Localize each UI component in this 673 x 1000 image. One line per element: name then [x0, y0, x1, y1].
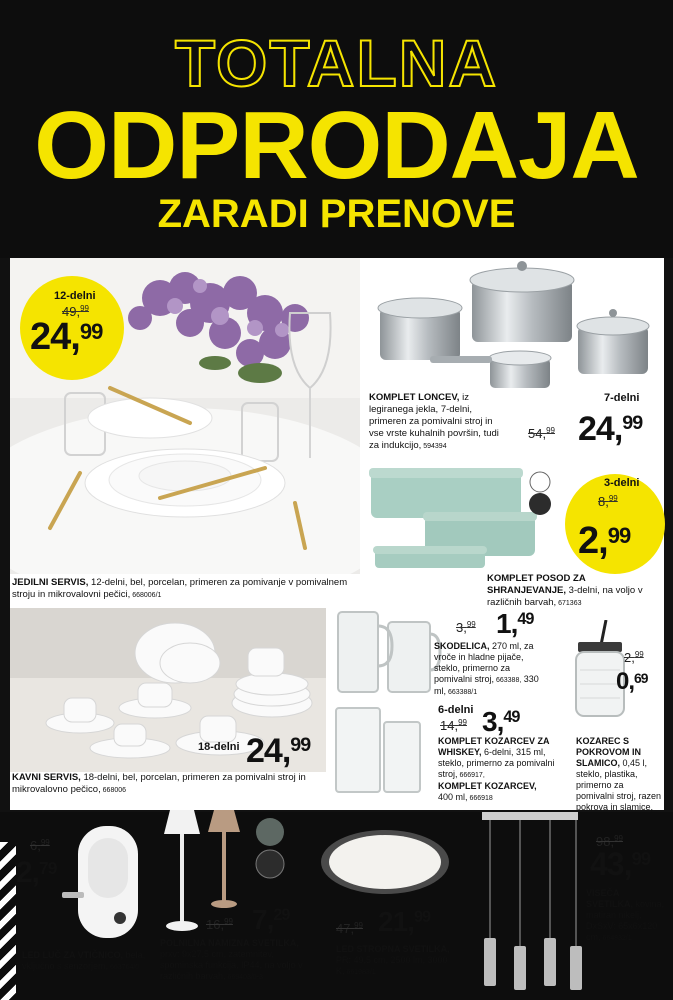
price-glasses: 3,49 [482, 706, 520, 737]
old-price-night-light: 6,99 [30, 838, 50, 853]
ceiling-light-photo [318, 828, 452, 898]
desc-glasses: KOMPLET KOZARCEV ZA WHISKEY, 6-delni, 315 ml, steklo, primerno za pomivalni stroj, 666917, KOMPLET KOZARCEV, 400 ml, 666918 [438, 736, 555, 802]
pendant-light-photo [478, 812, 588, 992]
old-price-dinner-set: 49,99 [62, 304, 89, 319]
desc-mug: SKODELICA, 270 ml, za vroče in hladne pijače, steklo, primerno za pomivalni stroj, 663388, 330 ml, 663388/1 [434, 641, 539, 696]
products-panel [10, 258, 664, 810]
desc-dinner-set: JEDILNI SERVIS, 12-delni, bel, porcelan, primeren za pomivanje v pomivalnem stroju in mikrovalovni pečici, 668006/1 [12, 577, 348, 600]
price-mug: 1,49 [496, 608, 534, 639]
price-table-lamp: 7,29 [252, 904, 290, 935]
price-pendant: 43,99 [590, 846, 651, 882]
old-price-ceiling-light: 47,99 [336, 921, 363, 936]
qty-dinner-set: 12-delni [54, 290, 96, 302]
old-price-jar: 2,99 [624, 650, 644, 665]
old-price-storage-set: 8,99 [598, 494, 618, 509]
qty-pot-set: 7-delni [604, 392, 640, 404]
price-jar: 0,69 [616, 668, 648, 695]
old-price-pendant: 98,99 [596, 834, 623, 849]
desc-pot-set: KOMPLET LONCEV, iz legiranega jekla, 7-delni, primeren za pomivalni stroj in vse vrste kuhalnih površin, tudi za indukcijo, 594394 [369, 392, 499, 451]
old-price-glasses: 14,99 [440, 718, 467, 733]
headline-zaradi-prenove: ZARADI PRENOVE [157, 192, 516, 236]
headline-totalna: TOTALNA [174, 26, 499, 100]
mug-photo [330, 606, 442, 696]
price-coffee-set: 24,99 [246, 732, 311, 770]
old-price-mug: 3,99 [456, 620, 476, 635]
desc-table-lamp: POLNILNA NAMIZNA SVETILKA, prxv: 9x27,5 cm, zatemnitev, spominska funkcija, IP44, na voljo v različnih barvah, 669403/0-3 [160, 938, 303, 981]
header-banner [0, 0, 673, 258]
desc-jar: KOZAREC S POKROVOM IN SLAMICO, 0,45 l, steklo, plastika, primerno za pomivalni stroj, razen pokrova in slamice, [576, 736, 662, 812]
price-pot-set: 24,99 [578, 410, 643, 448]
price-dinner-set: 24,99 [30, 316, 103, 358]
price-storage-set: 2,99 [578, 520, 631, 562]
pot-set-photo [360, 258, 664, 392]
glasses-photo [330, 702, 430, 798]
qty-storage-set: 3-delni [604, 477, 640, 489]
old-price-table-lamp: 16,99 [206, 917, 233, 932]
desc-ceiling-light: LED STROPNA SVETILKA, PR: 49,5 cm, 2500 lm, 3000 K, 661983/1 [336, 944, 450, 976]
desc-coffee-set: KAVNI SERVIS, 18-delni, bel, porcelan, primeren za pomivalni stroj in mikrovalovno pečico, 668006 [12, 772, 306, 795]
headline-odprodaja: ODPRODAJA [34, 92, 639, 199]
desc-pendant: VISEČA SVETILKA, kovina, matiran nikelj, DxSxV: 65x6x120 cm, 664832/1 [586, 888, 665, 942]
old-price-pot-set: 54,99 [528, 426, 555, 441]
price-ceiling-light: 21,99 [378, 906, 430, 937]
storage-set-photo [365, 464, 560, 568]
decor-stripes [0, 842, 16, 1000]
qty-coffee-set: 18-delni [198, 741, 240, 753]
desc-storage-set: KOMPLET POSOD ZA SHRANJEVANJE, 3-delni, na voljo v različnih barvah, 671363 [487, 573, 643, 608]
desc-night-light: LED LUČ ZA VTIČNICO, bela, vključno s senzorjem, 663764/0 [22, 950, 146, 971]
night-light-photo [58, 822, 148, 942]
qty-glasses: 6-delni [438, 704, 474, 716]
price-night-light: 2,79 [16, 856, 57, 889]
